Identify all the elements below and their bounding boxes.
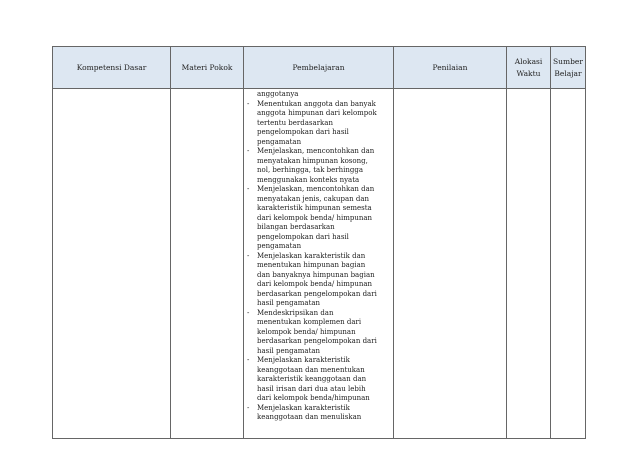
pembelajaran-line: menentukan himpunan bagian xyxy=(257,261,366,269)
bullet-dash: - xyxy=(247,99,250,108)
header-sumber-line1: Sumber xyxy=(553,56,583,66)
header-penilaian: Penilaian xyxy=(394,47,507,89)
bullet-dash: - xyxy=(247,308,250,317)
pembelajaran-line: menyatakan jenis, cakupan dan xyxy=(257,194,370,203)
pembelajaran-item xyxy=(247,147,391,185)
pembelajaran-line: tertentu berdasarkan xyxy=(257,118,333,127)
pembelajaran-line: pengamatan xyxy=(257,242,302,250)
table-header-row xyxy=(53,47,586,89)
pembelajaran-line: karakteristik keanggotaan dan xyxy=(257,375,367,383)
bullet-dash: - xyxy=(247,251,250,260)
table-row xyxy=(53,89,586,439)
header-sumber-line2: Belajar xyxy=(554,68,582,78)
pembelajaran-line: menggunakan konteks nyata xyxy=(257,175,360,184)
bullet-dash: - xyxy=(247,147,250,155)
pembelajaran-line: pengamatan xyxy=(257,137,302,146)
cell-alokasi-waktu xyxy=(507,89,551,439)
pembelajaran-line: keanggotaan dan menuliskan xyxy=(257,413,362,421)
bullet-dash: - xyxy=(247,403,250,412)
pembelajaran-line: hasil pengamatan xyxy=(257,299,321,307)
pembelajaran-item xyxy=(247,252,391,309)
header-alokasi-line2: Waktu xyxy=(516,68,541,78)
pembelajaran-line: dari kelompok benda/ himpunan xyxy=(257,280,373,288)
pembelajaran-line: pengelompokan dari hasil xyxy=(257,232,349,241)
pembelajaran-line: Menjelaskan, mencontohkan dan xyxy=(257,185,375,193)
pembelajaran-line: Menjelaskan karakteristik xyxy=(257,356,350,364)
cell-penilaian xyxy=(394,89,507,439)
header-alokasi-waktu xyxy=(507,47,551,89)
bullet-dash: - xyxy=(247,356,250,364)
pembelajaran-line: kelompok benda/ himpunan xyxy=(257,327,356,336)
cell-materi-pokok xyxy=(171,89,244,439)
header-kompetensi-dasar: Kompetensi Dasar xyxy=(53,47,171,89)
header-alokasi-line1: Alokasi xyxy=(514,56,543,66)
pembelajaran-item xyxy=(247,185,391,252)
pembelajaran-item xyxy=(247,356,391,404)
pembelajaran-list xyxy=(244,89,393,438)
pembelajaran-line: dan banyaknya himpunan bagian xyxy=(257,270,375,279)
pembelajaran-line: pengelompokan dari hasil xyxy=(257,128,349,136)
pembelajaran-line: Menjelaskan karakteristik dan xyxy=(257,251,366,260)
pembelajaran-line: Mendeskripsikan dan xyxy=(257,308,334,317)
header-pembelajaran: Pembelajaran xyxy=(244,47,394,89)
pembelajaran-line: anggota himpunan dari kelompok xyxy=(257,109,377,117)
pembelajaran-item xyxy=(247,309,391,357)
pembelajaran-item xyxy=(247,100,391,148)
pembelajaran-line: dari kelompok benda/himpunan xyxy=(257,394,370,402)
cell-kompetensi-dasar xyxy=(53,89,171,439)
pembelajaran-line: dari kelompok benda/ himpunan xyxy=(257,213,373,222)
bullet-dash: - xyxy=(247,185,250,193)
syllabus-table xyxy=(52,46,586,439)
pembelajaran-line: nol, berhingga, tak berhingga xyxy=(257,166,364,174)
pembelajaran-line: keanggotaan dan menentukan xyxy=(257,365,365,374)
pembelajaran-line: Menjelaskan karakteristik xyxy=(257,403,350,412)
cell-pembelajaran xyxy=(244,89,394,439)
pembelajaran-line: menyatakan himpunan kosong, xyxy=(257,156,368,165)
cell-sumber-belajar xyxy=(551,89,586,439)
pembelajaran-continuation: anggotanya xyxy=(257,90,299,98)
pembelajaran-line: berdasarkan pengelompokan dari xyxy=(257,289,377,298)
pembelajaran-item xyxy=(247,404,391,423)
pembelajaran-line: hasil pengamatan xyxy=(257,346,321,355)
header-materi-pokok: Materi Pokok xyxy=(171,47,244,89)
pembelajaran-line: hasil irisan dari dua atau lebih xyxy=(257,384,366,393)
pembelajaran-line: berdasarkan pengelompokan dari xyxy=(257,337,377,345)
pembelajaran-line: Menjelaskan, mencontohkan dan xyxy=(257,147,375,155)
pembelajaran-line: karakteristik himpunan semesta xyxy=(257,204,372,212)
pembelajaran-line: Menentukan anggota dan banyak xyxy=(257,99,376,108)
pembelajaran-line: bilangan berdasarkan xyxy=(257,223,335,231)
pembelajaran-line: menentukan komplemen dari xyxy=(257,318,362,326)
header-sumber-belajar xyxy=(551,47,586,89)
